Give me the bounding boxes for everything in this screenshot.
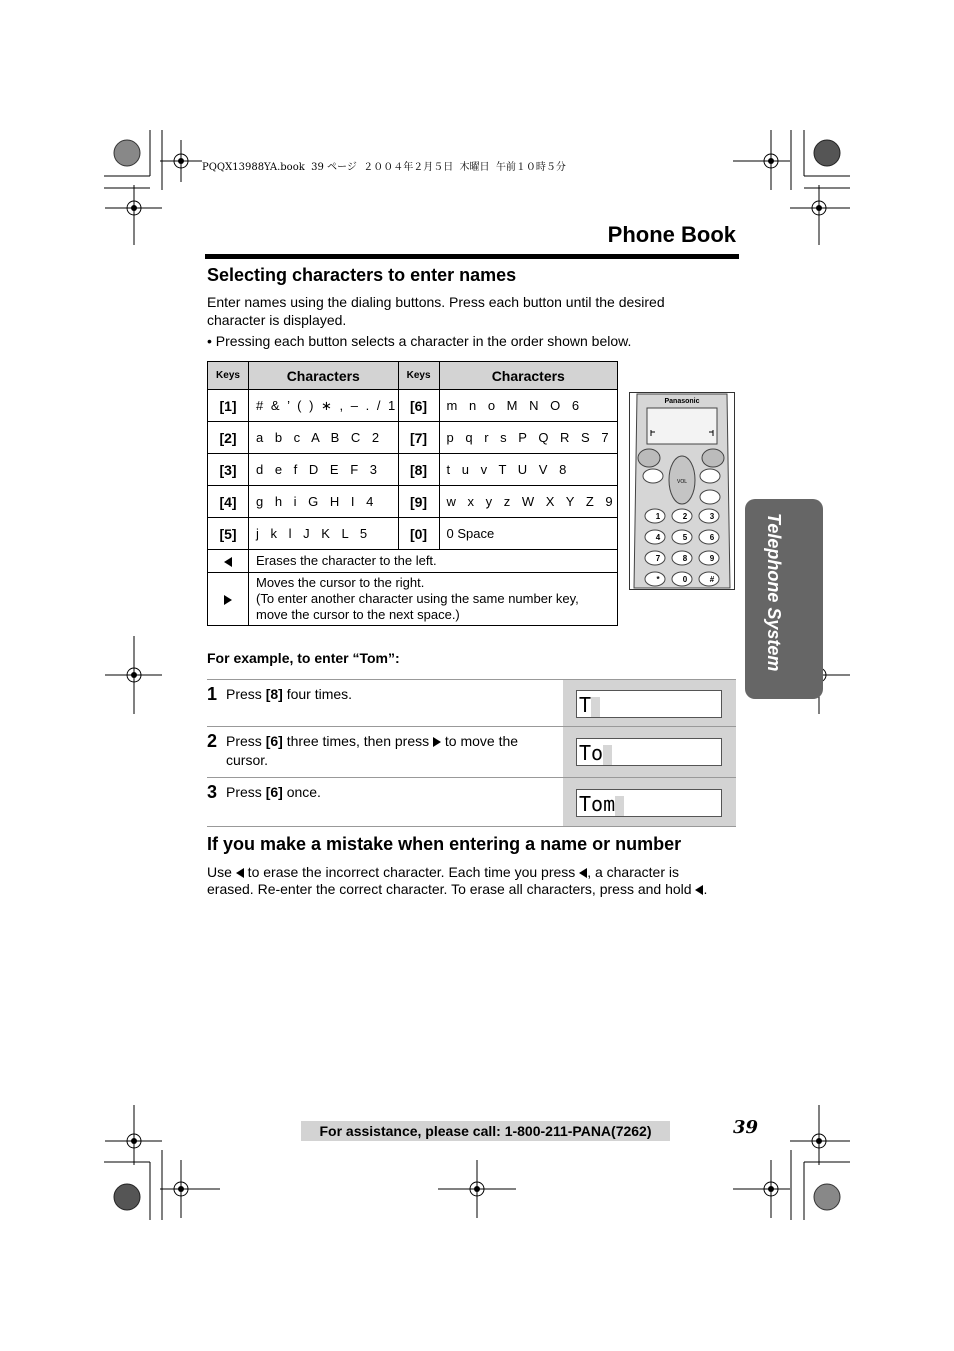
vol-label: VOL xyxy=(676,479,688,485)
display-panel xyxy=(563,778,736,826)
chars-cell: t u v T U V 8 xyxy=(439,454,617,486)
left-arrow-key-cell xyxy=(208,550,249,573)
key-cell: [1] xyxy=(208,390,249,422)
col-header-characters: Characters xyxy=(249,362,399,390)
keypad-key-label: 3 xyxy=(709,512,715,521)
assistance-footer: For assistance, please call: 1-800-211-PANA(7262) xyxy=(301,1121,670,1141)
keypad-key-label: 5 xyxy=(682,533,688,542)
chars-cell: p q r s P Q R S 7 xyxy=(439,422,617,454)
step-number: 3 xyxy=(207,782,218,802)
step-text: Press [8] four times. xyxy=(226,686,353,702)
cursor xyxy=(591,697,600,717)
characters-table xyxy=(207,361,618,626)
key-cell: [9] xyxy=(398,486,439,518)
cursor xyxy=(603,745,612,765)
selecting-heading: Selecting characters to enter names xyxy=(207,265,517,285)
chars-cell: # & ’ ( ) ∗ , – . / 1 xyxy=(249,390,399,422)
table-row xyxy=(208,573,618,626)
keypad-key xyxy=(645,572,665,586)
keypad-key-label: 8 xyxy=(682,554,688,563)
right-desc-line-2: (To enter another character using the same number key, xyxy=(256,591,579,606)
col-header-keys: Keys xyxy=(208,362,249,390)
key-cell: [3] xyxy=(208,454,249,486)
key-cell: [2] xyxy=(208,422,249,454)
right-arrow-desc xyxy=(249,573,618,626)
chars-cell: 0 Space xyxy=(439,518,617,550)
table-row xyxy=(208,390,618,422)
step-number: 2 xyxy=(207,731,218,751)
keypad-key-label: # xyxy=(709,575,715,584)
bullet-note: • Pressing each button selects a character in the order shown below. xyxy=(207,333,632,349)
right-arrow-key-cell xyxy=(208,573,249,626)
key-cell: [0] xyxy=(398,518,439,550)
mistake-line-2: erased. Re-enter the correct character. To erase all characters, press and hold . xyxy=(207,881,708,897)
right-arrow-icon xyxy=(224,595,232,605)
example-step-2 xyxy=(207,726,736,778)
col-header-characters: Characters xyxy=(439,362,617,390)
side-tab xyxy=(745,499,823,699)
lcd-display: Tom xyxy=(576,789,722,817)
book-info-header: PQQX13988YA.book 39 ページ ２００４年２月５日 木曜日 午前１０時５分 xyxy=(202,162,566,173)
intro-line-1: Enter names using the dialing buttons. Press each button until the desired xyxy=(207,294,665,310)
keypad-key-label: 4 xyxy=(655,533,661,542)
left-arrow-desc: Erases the character to the left. xyxy=(249,550,618,573)
right-desc-line-3: move the cursor to the next space.) xyxy=(256,607,460,622)
keypad-key-label: * xyxy=(656,575,660,584)
key-cell: [7] xyxy=(398,422,439,454)
chars-cell: d e f D E F 3 xyxy=(249,454,399,486)
keypad-key-label: 9 xyxy=(709,554,715,563)
col-header-keys: Keys xyxy=(398,362,439,390)
display-panel xyxy=(563,727,736,778)
step-text: Press [6] three times, then press to move the cursor. xyxy=(226,733,519,768)
mistake-heading: If you make a mistake when entering a name or number xyxy=(207,834,682,854)
table-row xyxy=(208,454,618,486)
cursor xyxy=(615,796,624,816)
title-rule xyxy=(205,254,739,259)
intro-line-2: character is displayed. xyxy=(207,312,347,328)
example-step-1 xyxy=(207,679,736,727)
keypad-key-label: 0 xyxy=(682,575,688,584)
keypad-key-label: 6 xyxy=(709,533,715,542)
example-step-3 xyxy=(207,777,736,827)
phone-brand: Panasonic xyxy=(664,398,700,405)
key-cell: [5] xyxy=(208,518,249,550)
keypad-key-label: 1 xyxy=(655,512,661,521)
left-arrow-icon xyxy=(236,868,244,878)
page-number: 39 xyxy=(733,1117,759,1138)
chars-cell: a b c A B C 2 xyxy=(249,422,399,454)
table-row xyxy=(208,422,618,454)
page-title: Phone Book xyxy=(607,222,736,247)
chars-cell: j k l J K L 5 xyxy=(249,518,399,550)
step-number: 1 xyxy=(207,684,218,704)
lcd-display: T xyxy=(576,690,722,718)
lcd-display: To xyxy=(576,738,722,766)
right-arrow-icon xyxy=(433,737,441,747)
chars-cell: m n o M N O 6 xyxy=(439,390,617,422)
table-row xyxy=(208,486,618,518)
key-cell: [6] xyxy=(398,390,439,422)
keypad-key-label: 7 xyxy=(655,554,661,563)
table-header-row xyxy=(208,362,618,390)
left-arrow-icon xyxy=(224,557,232,567)
table-row xyxy=(208,518,618,550)
key-cell: [4] xyxy=(208,486,249,518)
display-panel xyxy=(563,680,736,727)
keypad-key-label: 2 xyxy=(682,512,688,521)
chars-cell: g h i G H I 4 xyxy=(249,486,399,518)
example-heading: For example, to enter “Tom”: xyxy=(207,650,400,666)
chars-cell: w x y z W X Y Z 9 xyxy=(439,486,617,518)
step-text: Press [6] once. xyxy=(226,784,321,800)
left-arrow-icon xyxy=(579,868,587,878)
side-tab-label: Telephone System xyxy=(764,513,784,672)
mistake-line-1: Use to erase the incorrect character. Each time you press , a character is xyxy=(207,864,680,880)
table-row xyxy=(208,550,618,573)
handset-illustration xyxy=(629,392,735,590)
right-desc-line-1: Moves the cursor to the right. xyxy=(256,575,425,590)
key-cell: [8] xyxy=(398,454,439,486)
